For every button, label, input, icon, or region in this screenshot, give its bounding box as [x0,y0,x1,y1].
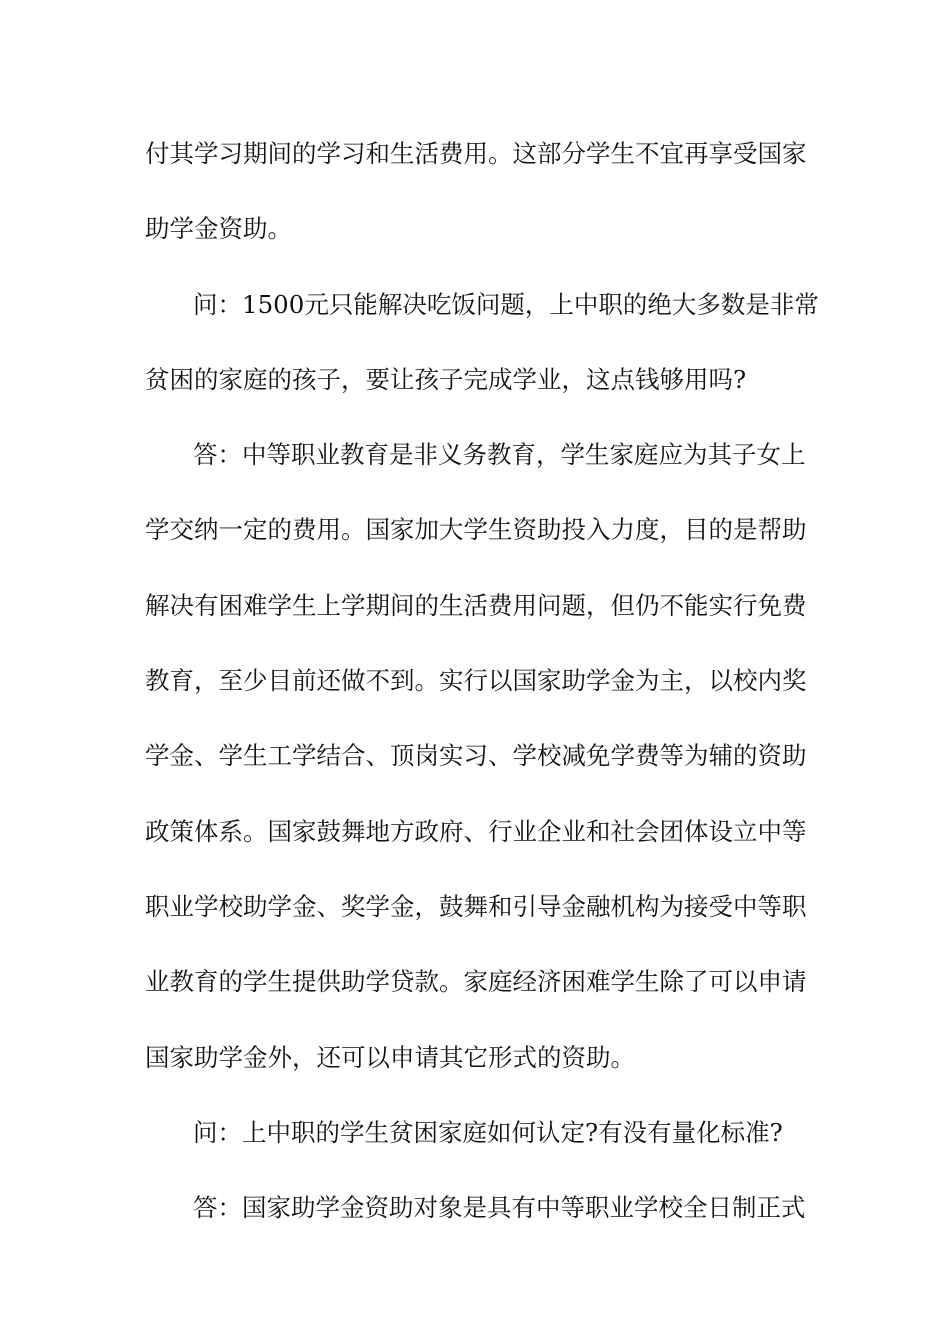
text-line: 问：上中职的学生贫困家庭如何认定?有没有量化标准? [193,1117,783,1147]
text-line: 学金、学生工学结合、顶岗实习、学校减免学费等为辅的资助 [145,741,807,771]
text-line: 学交纳一定的费用。国家加大学生资助投入力度，目的是帮助 [145,515,807,545]
text-line: 答：国家助学金资助对象是具有中等职业学校全日制正式 [193,1193,806,1223]
document-body [145,128,819,1257]
text-line: 教育，至少目前还做不到。实行以国家助学金为主，以校内奖 [145,666,807,696]
text-line: 解决有困难学生上学期间的生活费用问题，但仍不能实行免费 [145,590,807,620]
text-line: 答：中等职业教育是非义务教育，学生家庭应为其子女上 [193,440,806,470]
text-line: 业教育的学生提供助学贷款。家庭经济困难学生除了可以申请 [145,967,807,997]
text-line: 问：1500元只能解决吃饭问题，上中职的绝大多数是非常 [193,289,819,319]
text-line: 付其学习期间的学习和生活费用。这部分学生不宜再享受国家 [145,139,807,168]
text-line: 助学金资助。 [145,214,292,244]
text-line: 职业学校助学金、奖学金，鼓舞和引导金融机构为接受中等职 [145,891,807,921]
text-line: 贫困的家庭的孩子，要让孩子完成学业，这点钱够用吗? [145,364,747,394]
text-line: 国家助学金外，还可以申请其它形式的资助。 [145,1042,635,1072]
text-line: 政策体系。国家鼓舞地方政府、行业企业和社会团体设立中等 [145,816,807,846]
